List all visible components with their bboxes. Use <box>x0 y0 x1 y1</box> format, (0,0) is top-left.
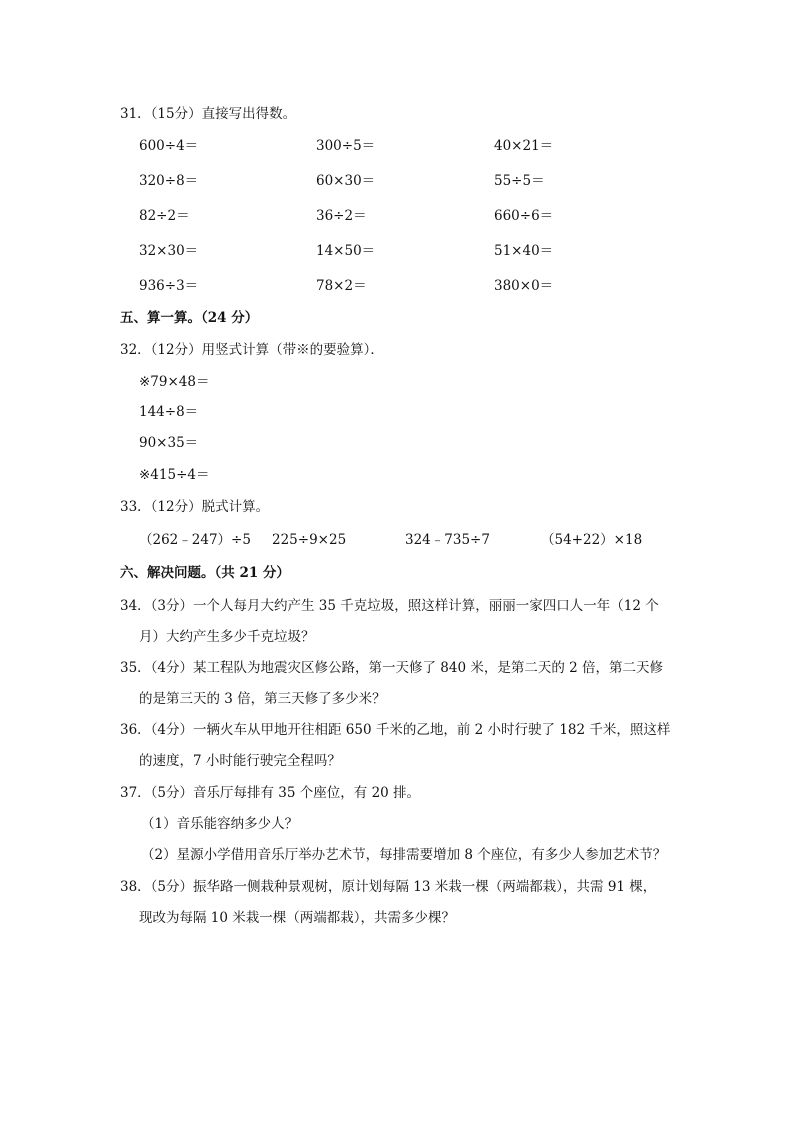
q31-title: 31．（15分）直接写出得数。 <box>120 106 297 122</box>
q37-line1: 37．（5分）音乐厅每排有 35 个座位，有 20 排。 <box>120 785 421 801</box>
q32-item: 144÷8＝ <box>139 404 199 420</box>
q31-item: 60×30＝ <box>316 173 376 189</box>
q31-item: 300÷5＝ <box>316 138 376 154</box>
section-six-heading: 六、解决问题。（共 21 分） <box>120 565 290 581</box>
q31-item: 380×0＝ <box>494 278 554 294</box>
q31-item: 82÷2＝ <box>139 208 190 224</box>
q31-item: 320÷8＝ <box>139 173 199 189</box>
q36-line2: 的速度，7 小时能行驶完全程吗？ <box>139 753 341 769</box>
q33-item: （54+22）×18 <box>541 532 643 548</box>
q33-item: 324﹣735÷7 <box>405 532 490 548</box>
q34-line2: 月）大约产生多少千克垃圾？ <box>139 629 315 645</box>
q31-item: 32×30＝ <box>139 243 199 259</box>
q32-title: 32．（12分）用竖式计算（带※的要验算）． <box>120 342 384 358</box>
q31-item: 660÷6＝ <box>494 208 554 224</box>
q35-line1: 35．（4分）某工程队为地震灾区修公路，第一天修了 840 米，是第二天的 2 倍，第二天修 <box>120 660 664 676</box>
q31-item: 78×2＝ <box>316 278 367 294</box>
q31-item: 600÷4＝ <box>139 138 199 154</box>
q32-item: 90×35＝ <box>139 435 199 451</box>
q33-item: 225÷9×25 <box>272 532 347 548</box>
q31-item: 936÷3＝ <box>139 278 199 294</box>
q31-item: 14×50＝ <box>316 243 376 259</box>
q38-line2: 现改为每隔 10 米栽一棵（两端都栽），共需多少棵？ <box>139 910 456 926</box>
q34-line1: 34．（3分）一个人每月大约产生 35 千克垃圾，照这样计算，丽丽一家四口人一年（12 个 <box>120 598 659 614</box>
q37-sub2: （2）星源小学借用音乐厅举办艺术节，每排需要增加 8 个座位，有多少人参加艺术节？ <box>141 847 667 863</box>
q32-item: ※415÷4＝ <box>139 467 210 483</box>
q33-title: 33．（12分）脱式计算。 <box>120 499 270 515</box>
q35-line2: 的是第三天的 3 倍，第三天修了多少米？ <box>139 691 386 707</box>
q31-item: 51×40＝ <box>494 243 554 259</box>
q31-item: 40×21＝ <box>494 138 554 154</box>
q31-item: 55÷5＝ <box>494 173 545 189</box>
q31-item: 36÷2＝ <box>316 208 367 224</box>
q32-item: ※79×48＝ <box>139 374 210 390</box>
section-five-heading: 五、算一算。（24 分） <box>120 310 259 326</box>
q36-line1: 36．（4分）一辆火车从甲地开往相距 650 千米的乙地，前 2 小时行驶了 182 千米，照这样 <box>120 722 671 738</box>
q37-sub1: （1）音乐能容纳多少人？ <box>141 816 299 832</box>
q33-item: （262﹣247）÷5 <box>139 532 251 548</box>
q38-line1: 38．（5分）振华路一侧栽种景观树，原计划每隔 13 米栽一棵（两端都栽），共需 91 棵， <box>120 879 657 895</box>
